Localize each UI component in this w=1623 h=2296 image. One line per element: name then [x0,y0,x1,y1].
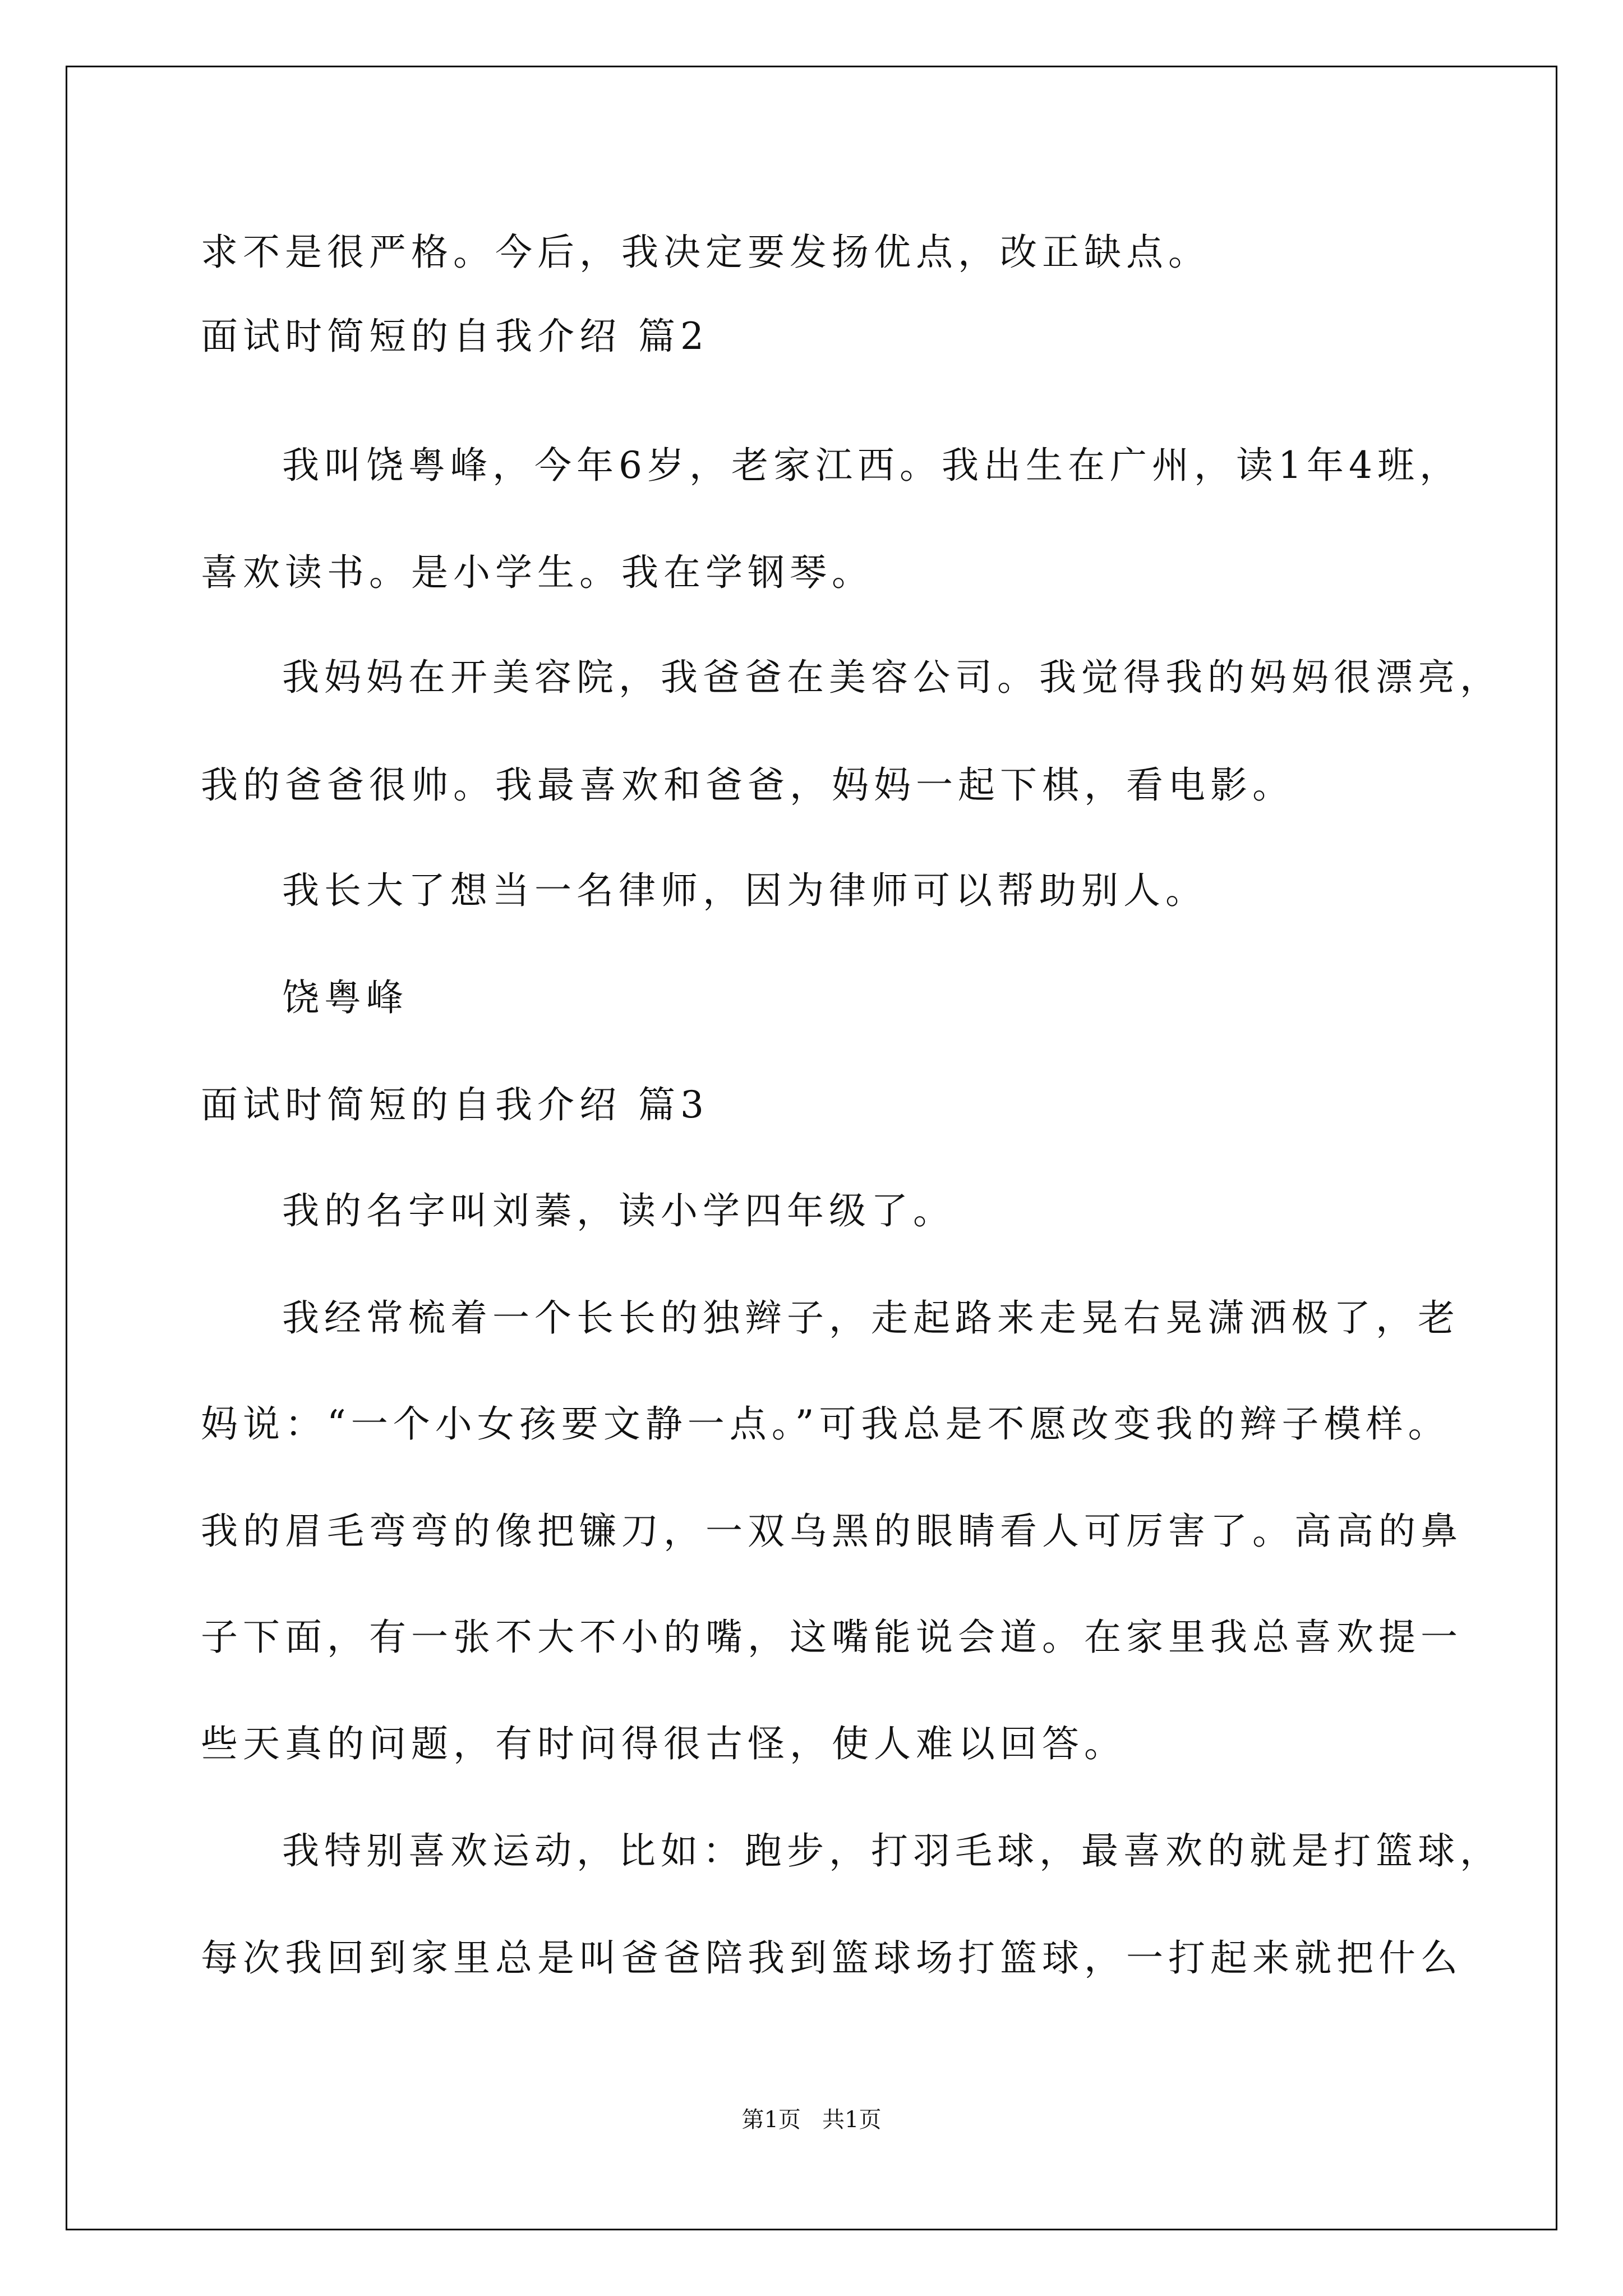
body-text-line: 喜欢读书。是小学生。我在学钢琴。 [201,551,874,594]
paragraph-start-line: 我妈妈在开美容院，我爸爸在美容公司。我觉得我的妈妈很漂亮， [282,656,1502,699]
paragraph-start-line: 我叫饶粤峰，今年6岁，老家江西。我出生在广州，读1年4班， [282,444,1461,487]
section-heading-3: 面试时简短的自我介绍 篇3 [201,1083,709,1126]
paragraph-start-line: 我经常梳着一个长长的独辫子，走起路来走晃右晃潇洒极了，老 [282,1296,1460,1340]
body-text-line: 妈说：“一个小女孩要文静一点。”可我总是不愿改变我的辫子模样。 [201,1402,1450,1446]
paragraph-start-line: 我特别喜欢运动，比如：跑步，打羽毛球，最喜欢的就是打篮球， [282,1829,1502,1872]
paragraph-start-line: 我长大了想当一名律师，因为律师可以帮助别人。 [282,869,1207,912]
paragraph-start-line: 我的名字叫刘蓁，读小学四年级了。 [282,1189,955,1232]
body-text-line: 子下面，有一张不大不小的嘴，这嘴能说会道。在家里我总喜欢提一 [201,1616,1463,1659]
section-heading-2: 面试时简短的自我介绍 篇2 [201,315,709,358]
body-text-line: 求不是很严格。今后，我决定要发扬优点，改正缺点。 [201,231,1210,274]
body-text-line: 些天真的问题，有时问得很古怪，使人难以回答。 [201,1722,1126,1765]
page-border [66,66,1557,2230]
signature-line: 饶粤峰 [282,976,408,1019]
body-text-line: 我的眉毛弯弯的像把镰刀，一双乌黑的眼睛看人可厉害了。高高的鼻 [201,1510,1463,1553]
body-text-line: 每次我回到家里总是叫爸爸陪我到篮球场打篮球，一打起来就把什么 [201,1936,1463,1980]
body-text-line: 我的爸爸很帅。我最喜欢和爸爸，妈妈一起下棋，看电影。 [201,763,1294,807]
page-number-footer: 第1页 共1页 [741,2107,882,2133]
